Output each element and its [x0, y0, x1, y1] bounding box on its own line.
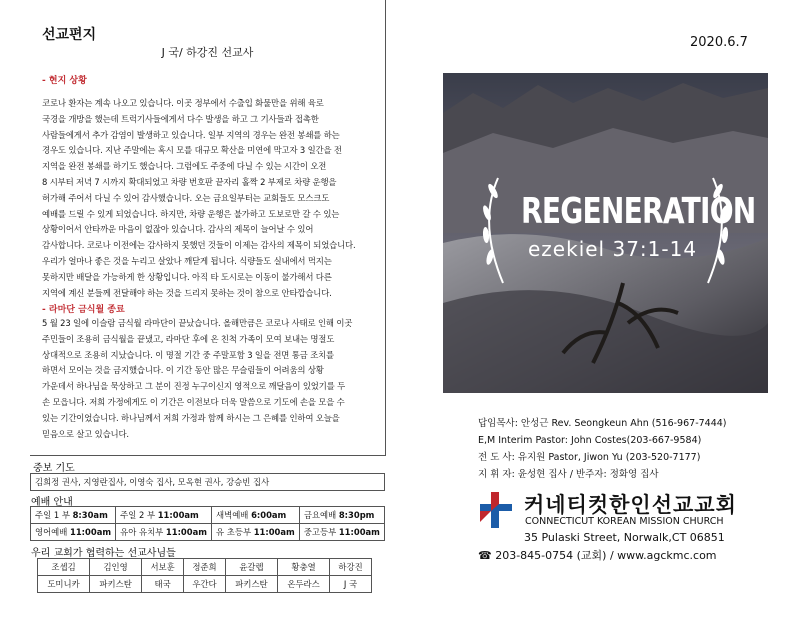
staff-line: 답임목사: 안성근 Rev. Seongkeun Ahn (516-967-7444)	[478, 418, 727, 429]
cover-image	[443, 73, 768, 393]
section-text-local-situation: 코로나 환자는 계속 나오고 있습니다. 이곳 정부에서 수출입 화물만을 위해 육로 국경을 개방을 했는데 트럭기사들에게서 다수 발생을 하고 그 기사들과 접촉한 사람들에게서 추가 감염이 발생하고 있습니다. 일부 지역의 경우는 완전 봉쇄를 하는 경우도 있습니다. 지난 주말에는 혹시 모를 대규모 확산을 미연에 막고자 3 일간을 전 지역을 완전 봉쇄를 하기도 했습니다. 그럼에도 주중에 다닐 수 있는 시간이 오전 8 시부터 저녁 7 시까지 확대되었고 차량 번호판 끝자리 홀짝 2 부제로 차량 운행을 허가해 주어서 다닐 수 있어 감사했습니다. 오는 금요일부터는 교회들도 모스크도 예배를 드릴 수 있게 되었습니다. 하지만, 차량 운행은 불가하고 도보로만 갈 수 있는 상황이어서 안타까운 마음이 없잖아 있습니다. 감사의 제목이 늘어날 수 있어 감사합니다. 코로나 이전에는 감사하지 못했던 것들이 이제는 감사의 제목이 되었습니다. 우리가 얼마나 좋은 것을 누리고 살았나 깨닫게 됩니다. 식량들도 실내에서 먹지는 못하지만 배달을 가능하게 한 상황입니다. 아직 타 도시로는 이동이 불가해서 다른 지역에 계신 분들께 전달해야 하는 것을 드리지 못하는 것이 참으로 안타깝습니다.	[42, 98, 356, 298]
missionary-name: 김인영	[90, 559, 142, 576]
missionary-name: 윤갈렙	[225, 559, 277, 576]
section-heading-ramadan: - 라마단 금식월 종료	[42, 305, 125, 315]
worship-cell: 영어예배 11:00am	[31, 524, 116, 541]
bulletin-date: 2020.6.7	[690, 35, 748, 50]
staff-line: E,M Interim Pastor: John Costes(203-667-9584)	[478, 435, 702, 446]
missionaries-heading: 우리 교회가 협력하는 선교사님들	[31, 548, 176, 559]
worship-table	[30, 506, 385, 541]
missionary-place: 태국	[142, 576, 184, 593]
mission-letter	[30, 0, 386, 456]
church-logo-icon	[476, 490, 516, 530]
cover-title: REGENERATION	[521, 191, 756, 232]
worship-row	[31, 524, 385, 541]
worship-cell: 주일 2 부 11:00am	[116, 507, 212, 524]
missionary-places-row	[38, 576, 372, 593]
cover-subtitle: ezekiel 37:1-14	[528, 237, 698, 261]
worship-cell: 유 초등부 11:00am	[212, 524, 300, 541]
prayer-table	[30, 473, 385, 491]
missionary-place: 파키스탄	[90, 576, 142, 593]
section-text-ramadan: 5 월 23 일에 이슬람 금식월 라마단이 끝났습니다. 올해만큼은 코로나 사태로 인해 이곳 주민들이 조용히 금식월을 끝냈고, 라마단 후에 온 친척 가족이 모여 보내는 명절도 상대적으로 조용히 지났습니다. 이 명절 기간 중 주말포함 3 일을 전면 통금 조치를 하면서 모이는 것을 금지했습니다. 이 기간 동안 많은 무슬림들이 어려움의 상황 가운데서 하나님을 묵상하고 그 분이 진정 누구이신지 영적으로 깨달음이 있었기를 두 손 모읍니다. 저희 가정에게도 이 기간은 이전보다 더욱 말씀으로 기도에 손을 모을 수 있는 기간이었습니다. 하나님께서 저희 가정과 함께 하시는 그 은혜를 인하여 오늘을 믿음으로 살고 있습니다.	[42, 318, 353, 439]
missionary-place: 우간다	[184, 576, 226, 593]
missionary-names-row	[38, 559, 372, 576]
worship-row	[31, 507, 385, 524]
church-phone-website: ☎ 203-845-0754 (교회) / www.agckmc.com	[478, 549, 717, 562]
section-heading-local-situation: - 현지 상황	[42, 76, 87, 86]
missionary-name: 서보훈	[142, 559, 184, 576]
staff-line: 전 도 사: 유지원 Pastor, Jiwon Yu (203-520-7177)	[478, 452, 701, 463]
worship-cell: 금요예배 8:30pm	[299, 507, 384, 524]
missionary-name: 정준희	[184, 559, 226, 576]
missionaries-table	[37, 558, 372, 593]
missionary-place: 온두라스	[278, 576, 330, 593]
missionary-place: 도미니카	[38, 576, 90, 593]
worship-cell: 중고등부 11:00am	[299, 524, 384, 541]
worship-cell: 주일 1 부 8:30am	[31, 507, 116, 524]
worship-cell: 유아 유치부 11:00am	[116, 524, 212, 541]
letter-title: 선교편지	[42, 27, 97, 43]
missionary-name: 하강진	[330, 559, 372, 576]
church-name-english: CONNECTICUT KOREAN MISSION CHURCH	[525, 516, 724, 527]
letter-author: J 국/ 하강진 선교사	[161, 46, 254, 59]
staff-list	[478, 415, 727, 483]
missionary-name: 황충열	[278, 559, 330, 576]
prayer-heading: 중보 기도	[33, 463, 75, 474]
worship-heading: 예배 안내	[31, 497, 73, 508]
church-address: 35 Pulaski Street, Norwalk,CT 06851	[524, 531, 725, 544]
staff-line: 지 휘 자: 윤성현 집사 / 반주자: 정화영 집사	[478, 469, 659, 480]
missionary-place: J 국	[330, 576, 372, 593]
worship-cell: 새벽예배 6:00am	[212, 507, 300, 524]
church-name-korean: 커네티컷한인선교교회	[524, 493, 737, 517]
desert-scene-illustration	[443, 73, 768, 393]
prayer-names: 김희정 권사, 지영란집사, 이영숙 집사, 모옥현 권사, 강승빈 집사	[31, 474, 385, 491]
missionary-name: 조셉김	[38, 559, 90, 576]
missionary-place: 파키스탄	[225, 576, 277, 593]
